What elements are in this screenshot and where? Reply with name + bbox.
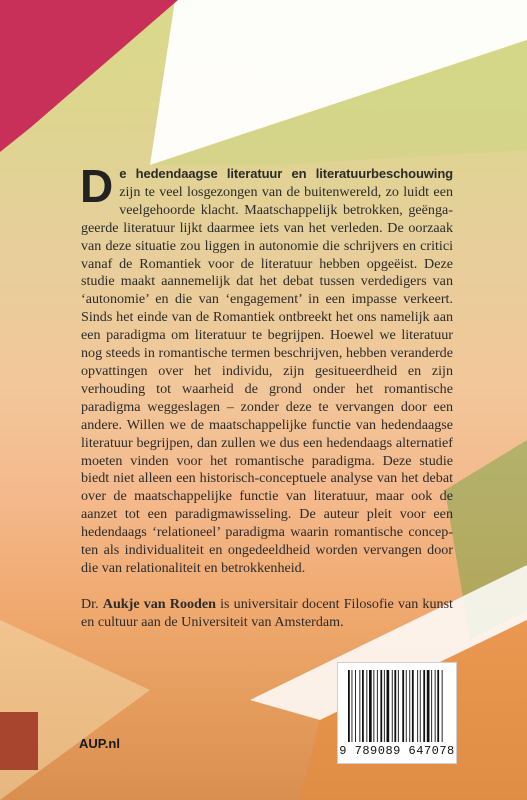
barcode-bars [348, 670, 446, 742]
publisher-url[interactable]: AUP.nl [79, 736, 120, 751]
isbn-number: 9 789089 647078 [339, 744, 455, 758]
barcode-bar [412, 670, 414, 742]
spine-mark [0, 712, 38, 770]
barcode-bar [373, 670, 374, 742]
barcode [337, 662, 457, 764]
light-bottom-left [0, 620, 150, 800]
barcode-bar [348, 670, 350, 742]
barcode-bar [387, 670, 390, 742]
barcode-bar [369, 670, 372, 742]
barcode-bar [435, 670, 436, 742]
barcode-bar [366, 670, 367, 742]
bio-prefix: Dr. [81, 595, 99, 612]
lead-title: e hedendaagse literatuur en literatuurbeschouwing [119, 166, 453, 181]
barcode-bar [420, 670, 421, 742]
barcode-bar [431, 670, 432, 742]
author-name: Aukje van Rooden [102, 595, 216, 612]
barcode-bar [377, 670, 378, 742]
barcode-bar [398, 670, 399, 742]
barcode-bar [417, 670, 418, 742]
barcode-bar [437, 670, 439, 742]
description-body: zijn te veel losgezongen van de buitenwereld, zo luidt een veelgehoorde klacht. Maatschappelijk betrokken, geëngageerde literatuur lijkt daarmee iets van het verleden. De oorzaak van deze situatie zou liggen in autonomie die schrijvers en critici vanaf de Romantiek voor de literatuur hebben opgeëist. Deze studie maakt aannemelijk dat het debat tussen verdedigers van ‘autonomie’ en die van ‘engagement’ in een impasse verkeert. Sinds het einde van de Romantiek ontbreekt het ons namelijk aan een paradigma om literatuur te begrijpen. Hoewel we literatuur nog steeds in romantische termen beschrijven, hebben veranderde opvattingen over het individu, zijn gesitueerdheid en zijn verhouding tot waarheid de grond onder het romantische paradigma weggeslagen – zonder deze te vervangen door een andere. Willen we de maatschappelijke functie van hedendaagse literatuur begrijpen, dan zullen we dus een hedendaags alternatief moeten vinden voor het romantische paradigma. Deze studie biedt niet alleen een historisch-conceptuele analyse van het debat over de maatschappelijke functie van literatuur, maar ook de aanzet tot een paradigmawisseling. De auteur pleit voor een hedendaags ‘relationeel’ paradigma waarin romantische concepten als individualiteit en ongedeeldheid worden vervangen door die van relationaliteit en betrokkenheid. [81, 183, 453, 576]
author-bio [81, 596, 453, 632]
barcode-bar [406, 670, 407, 742]
barcode-bar [409, 670, 410, 742]
barcode-bar [427, 670, 430, 742]
magenta-triangle [0, 0, 178, 152]
barcode-bar [392, 670, 393, 742]
barcode-bar [355, 670, 356, 742]
description-paragraph [80, 160, 453, 578]
barcode-bar [359, 670, 360, 742]
dropcap: D [80, 160, 114, 212]
barcode-bar [402, 670, 404, 742]
barcode-bar [442, 670, 443, 742]
bio-text: is universitair docent Filosofie van kunst en cultuur aan de Universiteit van Amsterdam. [81, 595, 453, 630]
barcode-bar [394, 670, 396, 742]
barcode-bar [423, 670, 425, 742]
barcode-bar [362, 670, 364, 742]
barcode-bar [352, 670, 353, 742]
description-block [80, 160, 453, 632]
barcode-bar [380, 670, 382, 742]
barcode-bar [384, 670, 385, 742]
